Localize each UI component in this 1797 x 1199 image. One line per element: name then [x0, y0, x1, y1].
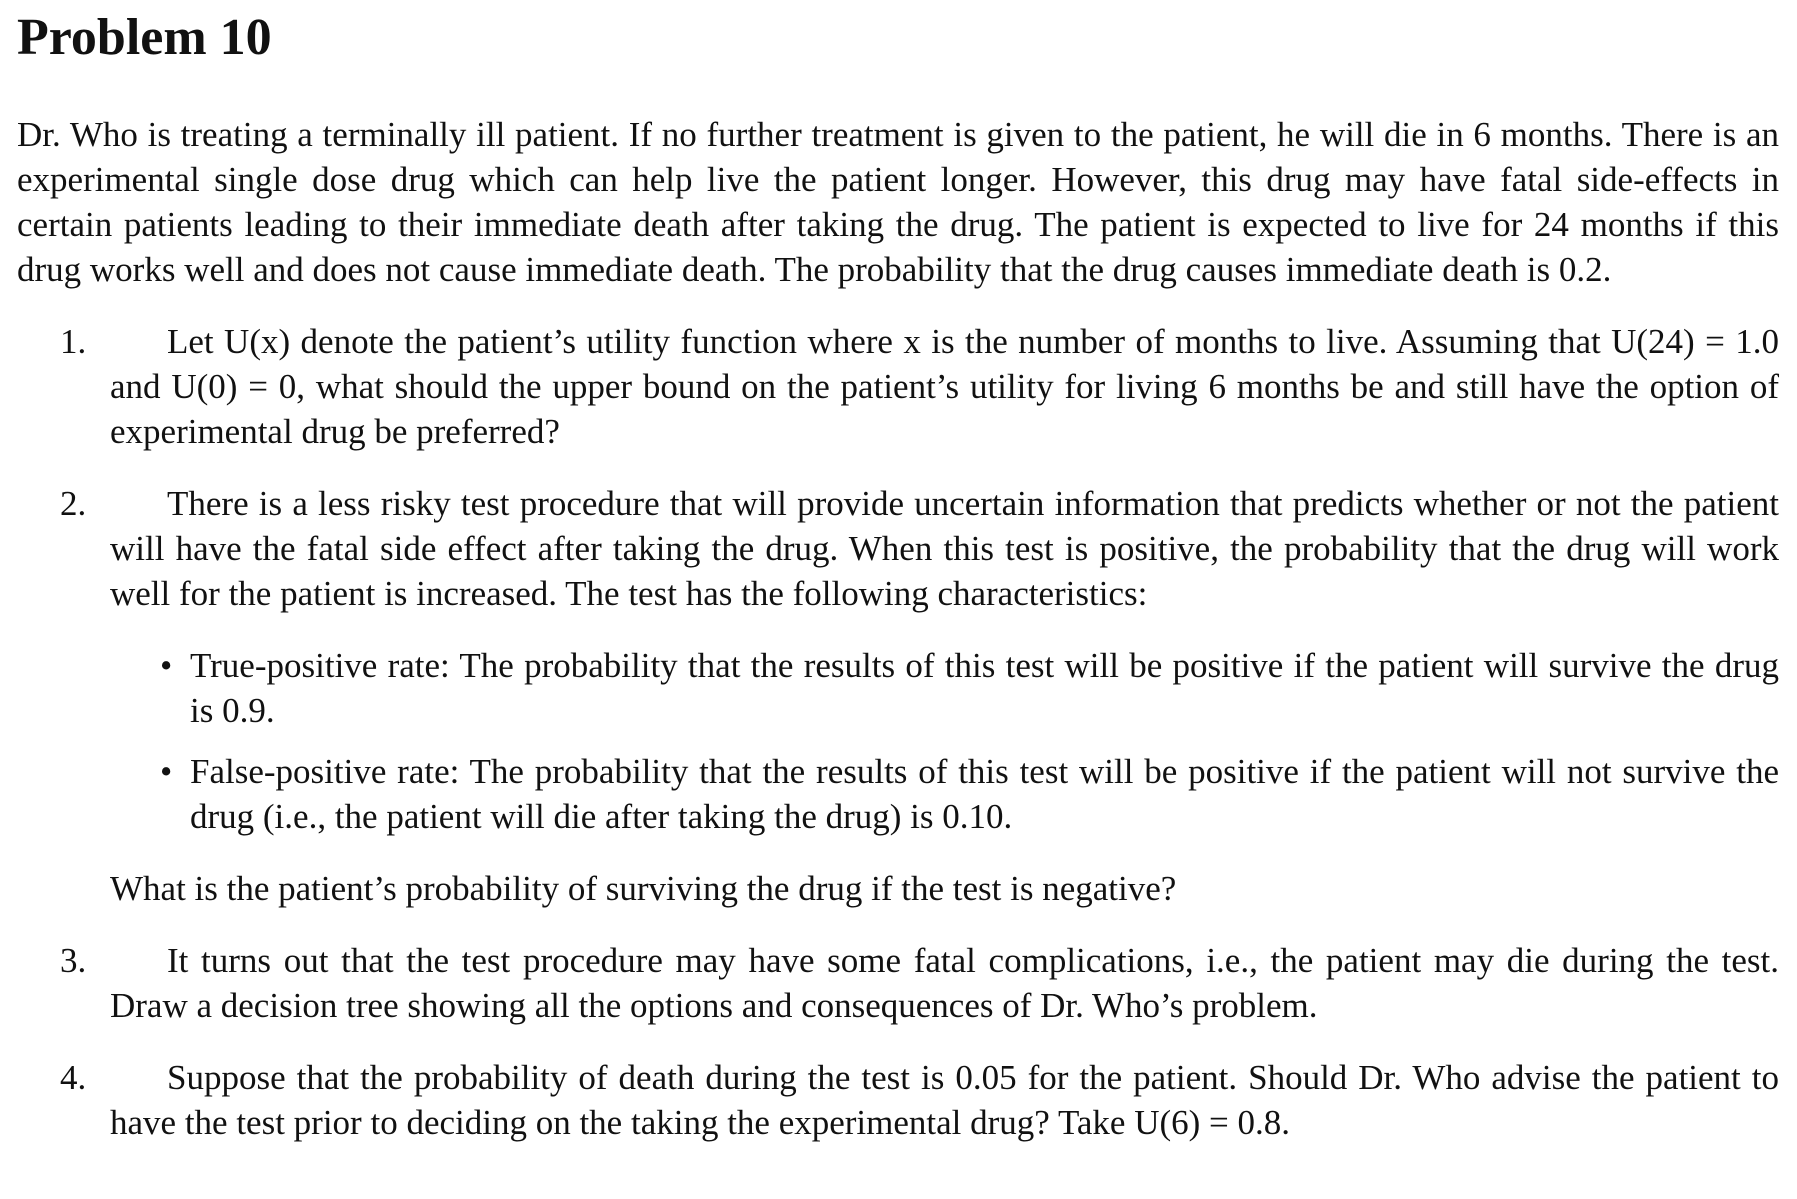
problem-number: 1.	[60, 322, 87, 361]
bullet-icon: •	[160, 752, 173, 791]
bullet-item-false-positive	[160, 749, 1779, 839]
problem-item-2	[17, 481, 1779, 911]
bullet-text: False-positive rate: The probability that the results of this test will be positive if the patient will not survive the drug (i.e., the patient will die after taking the drug) is 0.10.	[190, 752, 1779, 836]
bullet-item-true-positive	[160, 643, 1779, 733]
problem-item-4	[17, 1055, 1779, 1145]
problem-text: Suppose that the probability of death during the test is 0.05 for the patient. Should Dr. Who advise the patient to have the test prior to deciding on the taking the experimental drug? Take U(6) = 0.8.	[110, 1058, 1779, 1142]
problem-text: It turns out that the test procedure may have some fatal complications, i.e., the patient may die during the test. Draw a decision tree showing all the options and consequences of Dr. Who’s problem.	[110, 941, 1779, 1025]
problem-text: There is a less risky test procedure that will provide uncertain information that predicts whether or not the patient will have the fatal side effect after taking the drug. When this test is positive, the probability that the drug will work well for the patient is increased. The test has the following characteristics:	[110, 484, 1779, 613]
bullet-icon: •	[160, 646, 173, 685]
problem-item-1	[17, 319, 1779, 454]
characteristics-list	[110, 643, 1779, 839]
problem-question: What is the patient’s probability of surviving the drug if the test is negative?	[110, 869, 1177, 908]
problem-number: 4.	[60, 1058, 87, 1097]
problem-title: Problem 10	[17, 9, 272, 66]
problem-text: Let U(x) denote the patient’s utility function where x is the number of months to live. Assuming that U(24) = 1.0 and U(0) = 0, what should the upper bound on the patient’s utility for living 6 months be and still have the option of experimental drug be preferred?	[110, 322, 1779, 451]
document-page	[17, 0, 1779, 1145]
problem-item-3	[17, 938, 1779, 1028]
bullet-text: True-positive rate: The probability that the results of this test will be positive if the patient will survive the drug is 0.9.	[190, 646, 1779, 730]
problem-number: 2.	[60, 484, 87, 523]
intro-paragraph: Dr. Who is treating a terminally ill patient. If no further treatment is given to the patient, he will die in 6 months. There is an experimental single dose drug which can help live the patient longer. However, this drug may have fatal side-effects in certain patients leading to their immediate death after taking the drug. The patient is expected to live for 24 months if this drug works well and does not cause immediate death. The probability that the drug causes immediate death is 0.2.	[17, 115, 1779, 289]
problem-list	[17, 319, 1779, 1145]
problem-number: 3.	[60, 941, 87, 980]
